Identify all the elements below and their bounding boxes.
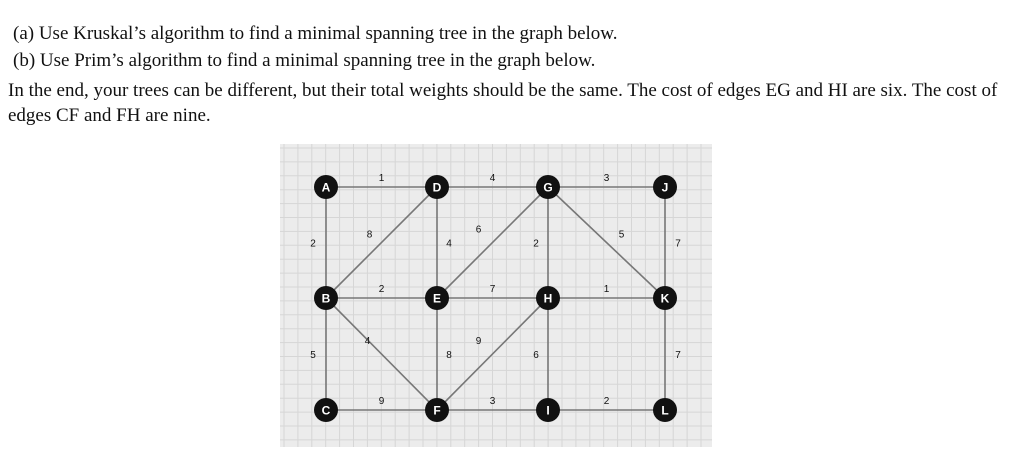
edge-weight-DE: 4 <box>446 238 452 250</box>
node-K <box>653 286 677 310</box>
edge-weight-HI: 6 <box>533 350 539 361</box>
edge-weight-FH: 9 <box>475 336 482 347</box>
node-label-H: H <box>543 291 553 306</box>
graph-figure <box>280 144 712 447</box>
graph-svg <box>280 144 712 447</box>
edge-weight-IL: 2 <box>603 396 610 407</box>
edge-weight-BC: 5 <box>310 350 316 361</box>
edge-weight-EG: 6 <box>475 224 482 236</box>
problem-text <box>8 20 1008 128</box>
node-G <box>536 175 560 199</box>
node-label-K: K <box>660 291 670 306</box>
node-C <box>314 398 338 422</box>
edge-weight-AD: 1 <box>378 173 385 184</box>
edge-weight-FI: 3 <box>489 396 496 407</box>
node-label-F: F <box>433 403 441 418</box>
node-label-A: A <box>321 180 331 195</box>
node-label-I: I <box>546 403 550 418</box>
node-L <box>653 398 677 422</box>
part-a-text: (a) Use Kruskal’s algorithm to find a minimal spanning tree in the graph below. <box>13 23 618 44</box>
edge-weight-BF: 4 <box>364 336 371 347</box>
node-J <box>653 175 677 199</box>
edge-weight-KL: 7 <box>675 350 681 361</box>
node-label-C: C <box>321 403 331 418</box>
part-b-text: (b) Use Prim’s algorithm to find a minimal spanning tree in the graph below. <box>13 50 596 71</box>
edge-weight-EF: 8 <box>446 350 452 361</box>
node-label-E: E <box>432 291 442 306</box>
note-text: In the end, your trees can be different, but their total weights should be the same. The cost of edges EG and HI are six. The cost of edges CF and FH are nine. <box>8 80 998 126</box>
node-H <box>536 286 560 310</box>
node-I <box>536 398 560 422</box>
node-label-L: L <box>661 403 669 418</box>
edge-weight-BE: 2 <box>378 284 385 295</box>
node-E <box>425 286 449 310</box>
edge-weight-HK: 1 <box>603 284 610 295</box>
edge-weight-AB: 2 <box>310 238 316 250</box>
edge-weight-CF: 9 <box>378 396 385 407</box>
node-label-G: G <box>543 180 553 195</box>
node-label-B: B <box>321 291 331 306</box>
node-label-J: J <box>661 180 669 195</box>
node-D <box>425 175 449 199</box>
edge-weight-BD: 8 <box>366 229 373 241</box>
edge-weight-GJ: 3 <box>603 173 610 184</box>
edge-weight-EH: 7 <box>489 284 496 295</box>
node-label-D: D <box>432 180 442 195</box>
node-F <box>425 398 449 422</box>
edge-weight-GH: 2 <box>533 238 539 250</box>
edge-weight-DG: 4 <box>489 173 496 184</box>
edge-weight-GK: 5 <box>618 229 625 241</box>
node-A <box>314 175 338 199</box>
node-B <box>314 286 338 310</box>
edge-weight-JK: 7 <box>675 238 681 250</box>
